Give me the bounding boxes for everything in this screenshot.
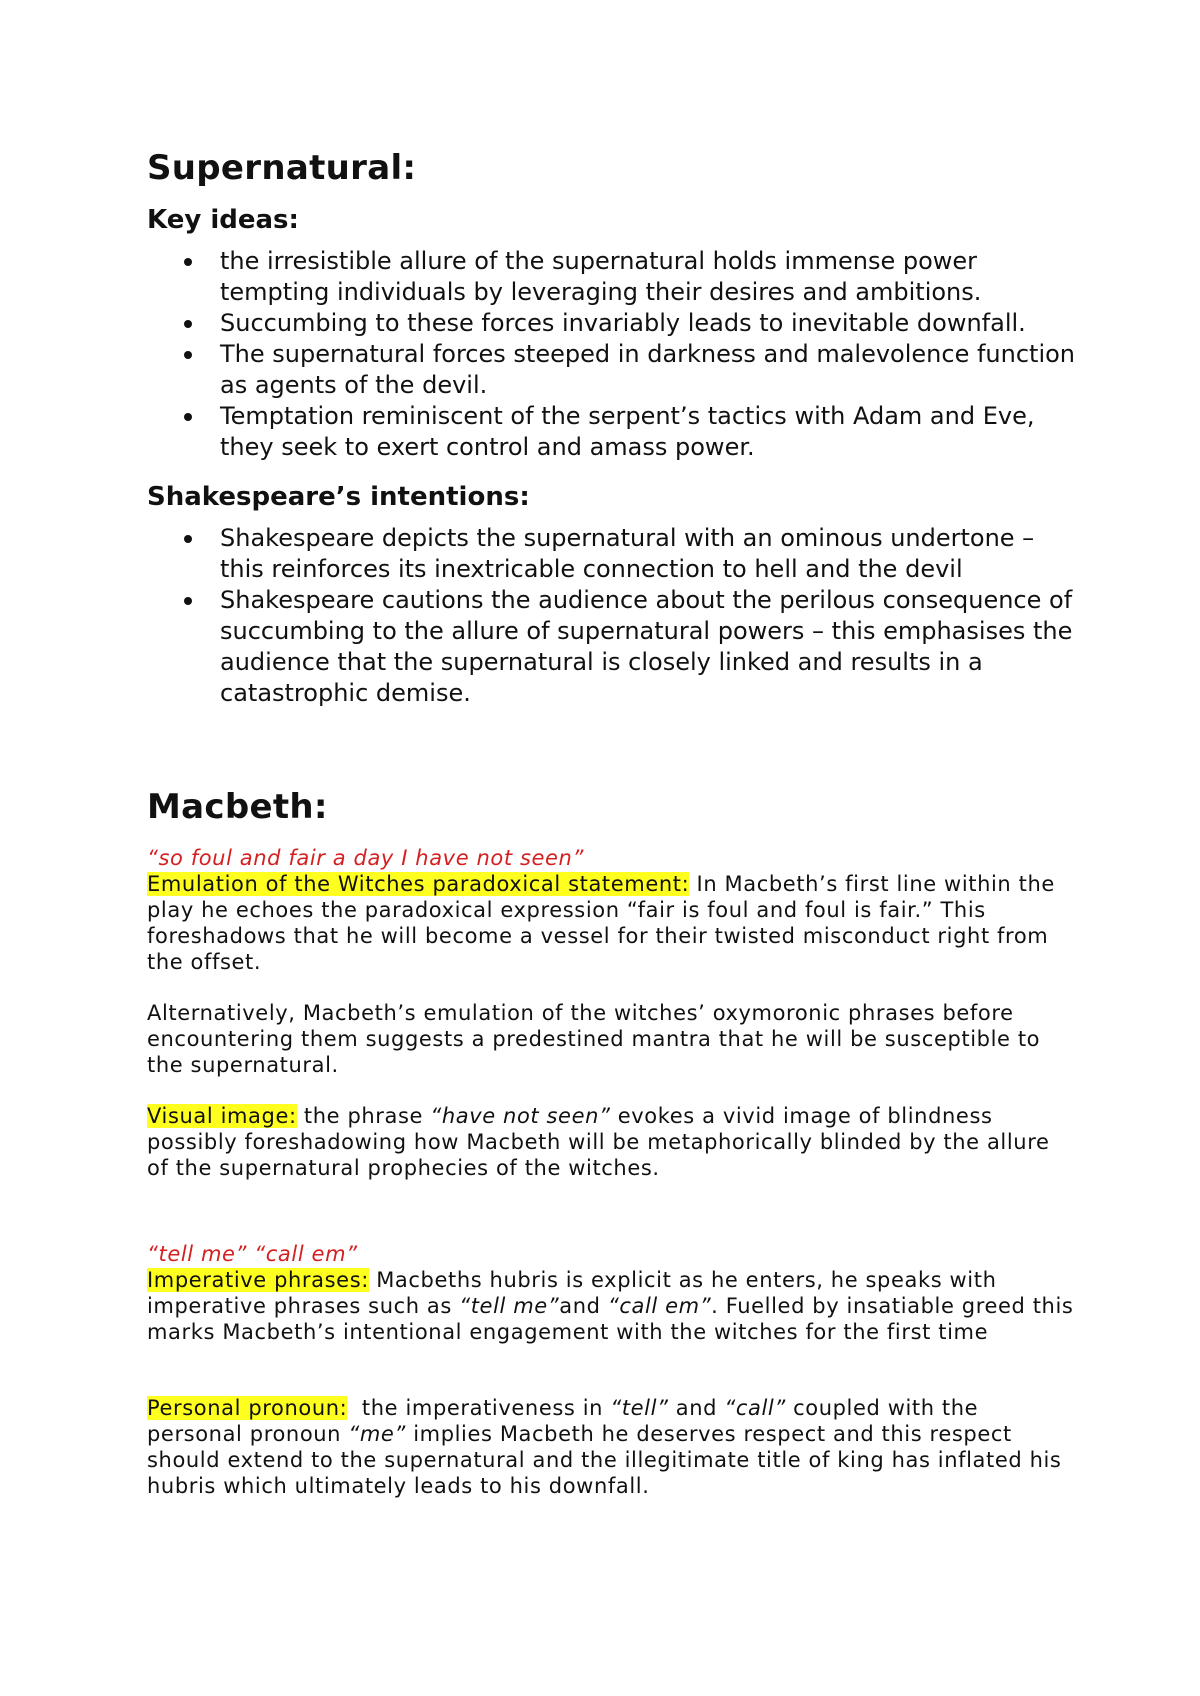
text-run: the phrase — [296, 1104, 431, 1128]
text-run: implies Macbeth he deserves respect and this respect should extend to the supernatural and the illegitimate title of king has inflated his hubris which ultimately leads to his downfall. — [147, 1422, 1062, 1498]
quote-run: “call em” — [607, 1294, 712, 1318]
text-run: and — [668, 1396, 725, 1420]
pronoun-paragraph — [147, 1395, 1077, 1499]
list-item: The supernatural forces steeped in darkness and malevolence function as agents of the devil. — [147, 339, 1077, 401]
paradox-label: Emulation of the Witches paradoxical statement: — [147, 872, 690, 896]
paradox-paragraph — [147, 871, 1077, 975]
list-item: Succumbing to these forces invariably leads to inevitable downfall. — [147, 308, 1077, 339]
visual-image-label: Visual image: — [147, 1104, 297, 1128]
text-run: coupled with the personal pronoun — [147, 1396, 979, 1446]
intentions-list — [147, 523, 1077, 709]
quote-foul-and-fair: “so foul and fair a day I have not seen” — [147, 846, 584, 870]
text-run: . Fuelled by insatiable greed this marks Macbeth’s intentional engagement with the witches for the first time — [147, 1294, 1074, 1344]
macbeth-title: Macbeth: — [147, 787, 328, 827]
alternative-paragraph: Alternatively, Macbeth’s emulation of the witches’ oxymoronic phrases before encountering them suggests a predestined mantra that he will be susceptible to the supernatural. — [147, 1001, 1041, 1077]
imperative-paragraph — [147, 1267, 1077, 1345]
document-content — [147, 140, 1077, 1499]
quote-run: “me” — [348, 1422, 406, 1446]
key-ideas-heading: Key ideas: — [147, 205, 299, 235]
paradox-text: In Macbeth’s first line within the play he echoes the paradoxical expression “fair is foul and foul is fair.” This foreshadows that he will become a vessel for their twisted misconduct right from the offset. — [147, 872, 1055, 974]
visual-image-paragraph — [147, 1103, 1077, 1181]
intentions-heading: Shakespeare’s intentions: — [147, 482, 530, 512]
quote-run: “tell me” — [459, 1294, 560, 1318]
quote-run: “tell” — [610, 1396, 669, 1420]
text-run: Macbeths hubris is explicit as he enters, he speaks with imperative phrases such as — [147, 1268, 997, 1318]
quote-run: “call” — [724, 1396, 786, 1420]
quote-tell-me-call-em: “tell me” “call em” — [147, 1242, 358, 1266]
pronoun-label: Personal pronoun: — [147, 1396, 348, 1420]
key-ideas-list — [147, 246, 1077, 463]
text-run: and — [559, 1294, 608, 1318]
imperative-label: Imperative phrases: — [147, 1268, 369, 1292]
text-run: the imperativeness in — [347, 1396, 611, 1420]
text-run: evokes a vivid image of blindness possibly foreshadowing how Macbeth will be metaphorically blinded by the allure of the supernatural prophecies of the witches. — [147, 1104, 1050, 1180]
quote-run: “have not seen” — [430, 1104, 611, 1128]
list-item: Shakespeare cautions the audience about the perilous consequence of succumbing to the allure of supernatural powers – this emphasises the audience that the supernatural is closely linked and results in a catastrophic demise. — [147, 585, 1077, 709]
list-item: Temptation reminiscent of the serpent’s tactics with Adam and Eve, they seek to exert control and amass power. — [147, 401, 1077, 463]
supernatural-title: Supernatural: — [147, 148, 417, 188]
list-item: Shakespeare depicts the supernatural with an ominous undertone – this reinforces its inextricable connection to hell and the devil — [147, 523, 1077, 585]
list-item: the irresistible allure of the supernatural holds immense power tempting individuals by leveraging their desires and ambitions. — [147, 246, 1077, 308]
